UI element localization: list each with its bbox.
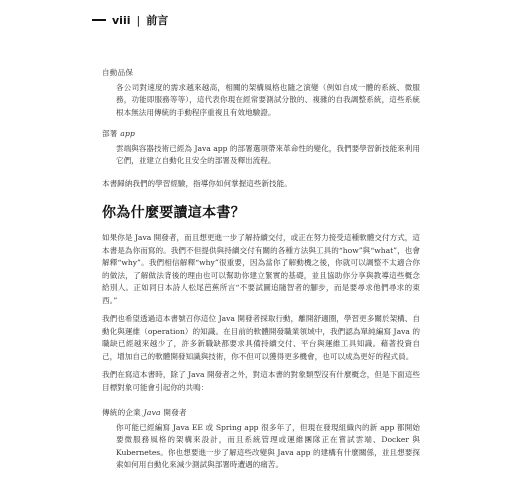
body-paragraph-1: 如果你是 Java 開發者，而且想更進一步了解持續交付，或正在努力接受這種軟體交付方式，這本書是為你而寫的。我們不但提供與持續交付有關的各種方法與工具的“how”與“what”，也會解釋“why”。我們相信解釋“why”很重要，因為當你了解動機之後，你就可以調整不太適合你的做法，了解做法背後的理由也可以幫助你建立緊實的基礎，並且協助你分享與教導這些概念給別人。正如同日本詩人松尾芭蕉所言“不要試圖追隨智者的腳步，而是要尋求他們尋求的東西。” bbox=[102, 233, 420, 305]
body-paragraph-3: 我們在寫這本書時，除了 Java 開發者之外，對這本書的對象類型沒有什麼概念，但是下面這些目標對象可能會引起你的共鳴： bbox=[102, 370, 420, 392]
term-prefix: 部署 bbox=[102, 129, 118, 138]
definition-deploying-apps: 雲端與容器技術已經為 Java app 的部署選項帶來革命性的變化，我們要學習新技能來利用它們，並建立自動化且安全的部署及釋出流程。 bbox=[116, 143, 420, 165]
body-paragraph-2: 我們也希望透過這本書號召你這位 Java 開發者採取行動，離開舒適圈，學習更多關於架構、自動化與運維（operation）的知識。在目前的軟體開發職業領域中，我們認為單純編寫 Java 的職缺已經越來越少了，許多新職缺都要求具備持續交付、平台與運維工具知識。藉著投資自己，增加自己的軟體開發知識與技術，你不但可以獲得更多機會，也可以成為更好的程式員。 bbox=[102, 314, 420, 361]
term-italic: Java bbox=[143, 408, 161, 417]
definition-enterprise-java-dev: 你可能已經編寫 Java EE 或 Spring app 很多年了，但現在發現組織內的新 app 都開始要微服務風格的架構來設計，而且系統管理或運維團隊正在嘗試雲端、Docker 與 Kubernetes。你也想要進一步了解這些改變與 Java app 的建構有什麼關係，並且想要探索如何用自動化來減少測試與部署時遭遇的痛苦。 bbox=[116, 422, 420, 469]
term-italic: app bbox=[120, 129, 136, 138]
summary-paragraph: 本書歸納我們的學習經驗，指導你如何掌握這些新技能。 bbox=[102, 178, 292, 188]
running-header bbox=[92, 12, 168, 28]
term-enterprise-java-dev bbox=[102, 408, 420, 419]
header-separator: | bbox=[136, 13, 141, 27]
page-content bbox=[102, 68, 420, 472]
section-title: 前言 bbox=[146, 14, 169, 27]
term-automated-qa: 自動品保 bbox=[102, 68, 134, 77]
section-heading: 你為什麼要讀這本書？ bbox=[102, 205, 245, 221]
term-suffix: 開發者 bbox=[163, 408, 187, 417]
term-deploying-apps bbox=[102, 129, 420, 140]
header-rule bbox=[92, 19, 106, 21]
page-number: viii bbox=[112, 13, 131, 27]
term-prefix: 傳統的企業 bbox=[102, 408, 141, 417]
definition-automated-qa: 各公司對速度的需求越來越高，相關的架構風格也隨之演變（例如自成一體的系統、微服務，功能即服務等等），這代表你現在經常要測試分散的、複雜的自我調整系統，這些系統根本無法用傳統的手動程序重複且有效地驗證。 bbox=[116, 82, 420, 117]
